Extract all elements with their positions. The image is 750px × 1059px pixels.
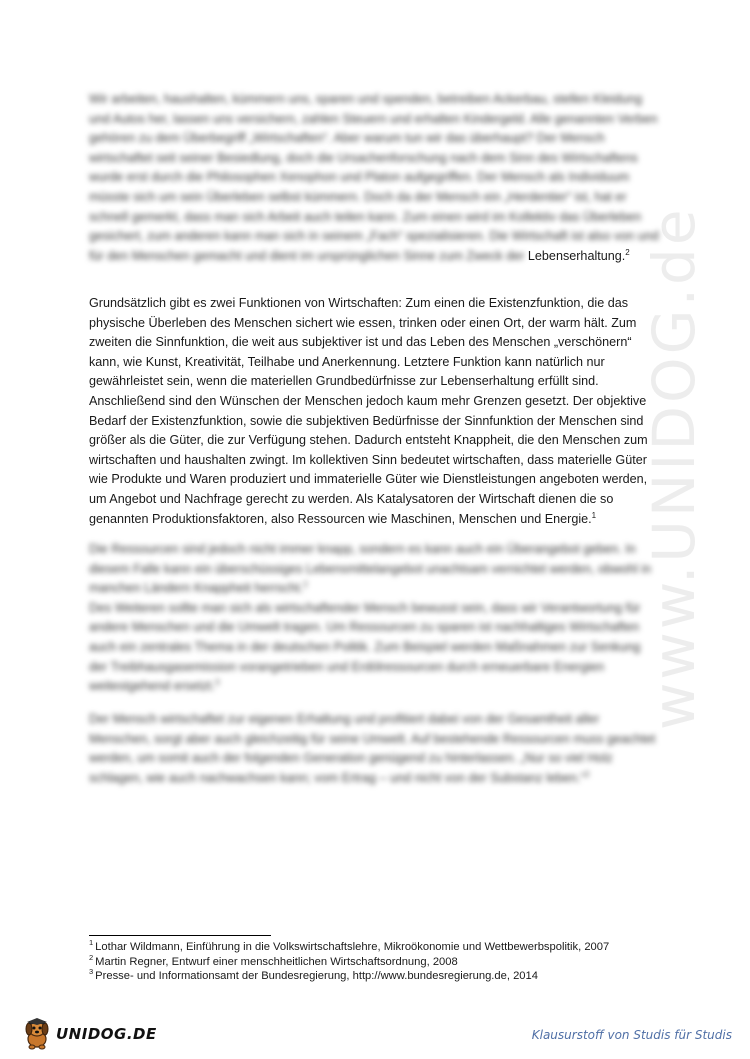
footer-tagline: Klausurstoff von Studis für Studis <box>531 1028 732 1042</box>
footnote-text: Martin Regner, Entwurf einer menschheitlichen Wirtschaftsordnung, 2008 <box>95 955 458 968</box>
footnote-ref: 3 <box>215 677 220 687</box>
footnote-number: 3 <box>89 967 94 977</box>
logo-text: UNIDOG.DE <box>56 1025 157 1043</box>
blurred-text: Der Mensch wirtschaftet zur eigenen Erhaltung und profitiert dabei von der Gesamtheit aller Menschen, sorgt aber auch gleichzeitig für seine Umwelt. Auf bestehende Ressourcen muss geachtet werden, um somit auch der folgenden Generation genügend zu hinterlassen. „Nur so viel Holz schlagen, wie auch nachwachsen kann; vom Ertrag – und nicht von der Substanz leben.“ <box>89 712 656 785</box>
footnote-2 <box>89 952 689 970</box>
footnotes <box>89 940 689 984</box>
dog-mascot-icon <box>20 1017 54 1051</box>
footnote-text: Lothar Wildmann, Einführung in die Volkswirtschaftslehre, Mikroökonomie und Wettbewerbspolitik, 2007 <box>95 941 610 953</box>
footnote-separator <box>89 935 271 936</box>
blurred-text: Wir arbeiten, haushalten, kümmern uns, sparen und spenden, betreiben Ackerbau, stellen Kleidung und Autos her, lassen uns versichern, zahlen Steuern und erhalten Kindergeld. Alle genannten Verben gehören zu dem Überbegriff „Wirtschaften“. Aber warum tun wir das überhaupt? Der Mensch wirtschaftet seit seiner Besiedlung, doch die Ursachenforschung nach dem Sinn des Wirtschaftens wurde erst durch die Philosophen Xenophon und Platon aufgegriffen. Der Mensch als Individuum müsste sich um sein Überleben selbst kümmern. Doch da der Mensch ein „Herdentier“ ist, hat er schnell gemerkt, dass man sich Arbeit auch teilen kann. Zum einen wird im Kollektiv das Überleben gesichert, zum anderen kann man sich in seinem „Fach“ spezialisieren. Die Wirtschaft ist also von und für den Menschen gemacht und dient im ursprünglichen Sinne zum Zweck der <box>89 92 659 263</box>
paragraph-intro <box>89 90 661 266</box>
footnote-ref: 1 <box>591 510 597 520</box>
paragraph-conclusion <box>89 710 661 788</box>
blurred-text: Die Ressourcen sind jedoch nicht immer knapp, sondern es kann auch ein Überangebot geben. In diesem Falle kann ein überschüssiges Lebensmittelangebot unachtsam vernichtet werden, obwohl in manchen Ländern Knappheit herrscht. <box>89 542 652 596</box>
blurred-text: Des Weiteren sollte man sich als wirtschaftender Mensch bewusst sein, dass wir Verantwortung für andere Menschen und die Umwelt tragen. Um Ressourcen zu sparen ist nachhaltiges Wirtschaften auch ein zentrales Thema in der deutschen Politik. Zum Beispiel werden Maßnahmen zur Senkung der Treibhausgasemission vorangetrieben und Erdölressourcen durch erneuerbare Energien weitestgehend ersetzt. <box>89 600 641 694</box>
footnote-text: Presse- und Informationsamt der Bundesregierung, http://www.bundesregierung.de, 2014 <box>95 970 538 982</box>
footnote-number: 1 <box>89 938 94 948</box>
footnote-ref: 2 <box>625 247 630 257</box>
footnote-ref: 3 <box>584 769 590 779</box>
paragraph-tail: Lebenserhaltung. <box>527 248 626 263</box>
footnote-3 <box>89 969 689 984</box>
paragraph-text: Grundsätzlich gibt es zwei Funktionen von Wirtschaften: Zum einen die Existenzfunktion, die das physische Überleben des Menschen sichert wie essen, trinken oder einen Ort, der warm hält. Zum zweiten die Sinnfunktion, die weit aus subjektiver ist und das Leben des Menschen „verschönern“ kann, wie Kunst, Kreativität, Teilhabe und Anerkennung. Letztere Funktion kann natürlich nur gewährleistet sein, wenn die materiellen Grundbedürfnisse zur Lebenserhaltung erfüllt sind. Anschließend sind den Wünschen der Menschen jedoch kaum mehr Grenzen gesetzt. Der objektive Bedarf der Existenzfunktion, sowie die subjektiven Bedürfnisse der Sinnfunktion der Menschen sind größer als die Güter, die zur Verfügung stehen. Dadurch entsteht Knappheit, die den Menschen zum wirtschaften und haushalten zwingt. Im kollektiven Sinn bedeutet wirtschaften, dass materielle Güter wie Produkte und Waren produziert und immaterielle Güter wie Dienstleistungen angeboten werden, um Angebot und Nachfrage gerecht zu werden. Als Katalysatoren der Wirtschaft dienen die so genannten Produktionsfaktoren, also Ressourcen wie Maschinen, Menschen und Energie. <box>89 296 648 526</box>
watermark: www.UNIDOG.de <box>640 206 708 730</box>
unidog-logo[interactable] <box>20 1015 157 1053</box>
footnote-1 <box>89 940 689 955</box>
paragraph-resources <box>89 540 661 697</box>
footnote-number: 2 <box>89 952 94 962</box>
paragraph-functions <box>89 294 661 529</box>
footnote-ref: 2 <box>303 580 308 589</box>
